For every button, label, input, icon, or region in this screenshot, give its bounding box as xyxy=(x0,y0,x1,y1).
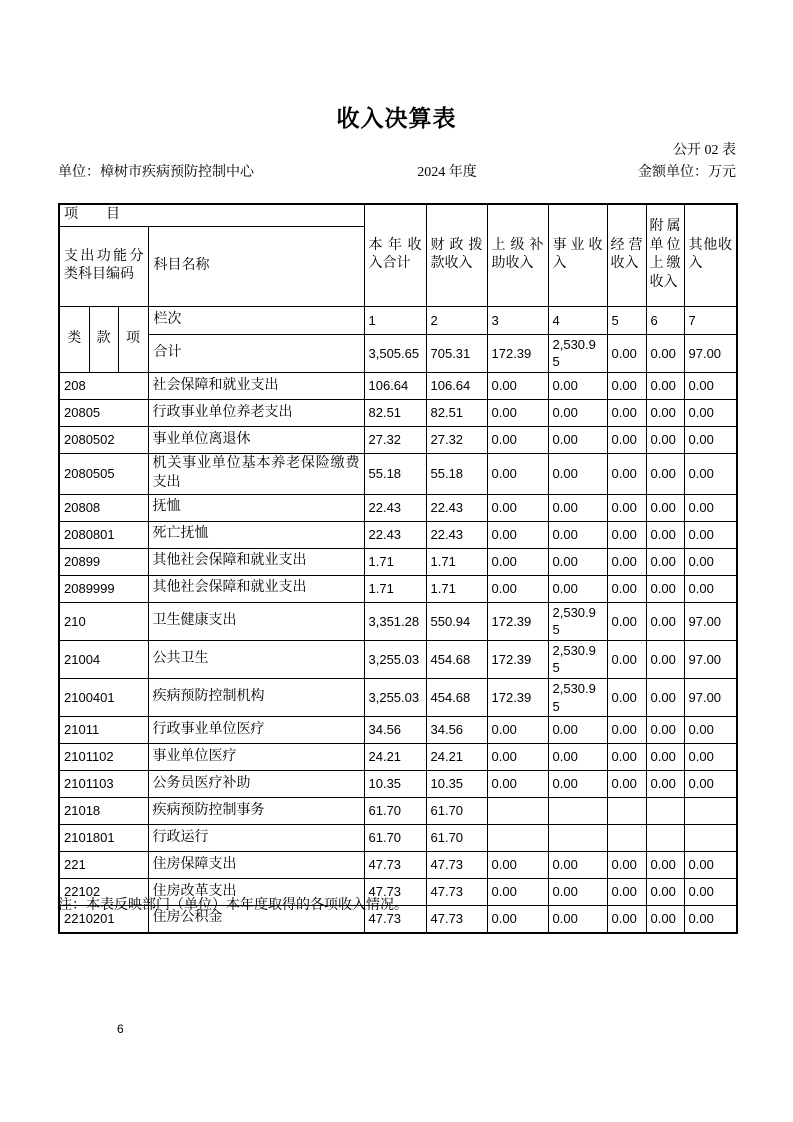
name-cell: 行政事业单位养老支出 xyxy=(148,399,364,426)
total-value-cell: 0.00 xyxy=(646,334,684,372)
value-cell: 0.00 xyxy=(487,372,548,399)
header-row-lanci xyxy=(59,306,737,334)
value-cell xyxy=(646,798,684,825)
table-row xyxy=(59,640,737,678)
value-cell xyxy=(607,825,646,852)
table-row xyxy=(59,678,737,716)
value-cell: 0.00 xyxy=(548,744,607,771)
name-cell: 住房改革支出 xyxy=(148,879,364,906)
value-cell: 0.00 xyxy=(487,575,548,602)
value-cell: 0.00 xyxy=(548,521,607,548)
column-number-cell: 5 xyxy=(607,306,646,334)
column-number-cell: 3 xyxy=(487,306,548,334)
code-cell: 20805 xyxy=(59,399,148,426)
value-cell: 0.00 xyxy=(607,602,646,640)
item-sub-header-cell: 项 xyxy=(118,306,148,372)
table-row xyxy=(59,453,737,494)
value-cell: 0.00 xyxy=(646,372,684,399)
value-cell: 0.00 xyxy=(607,494,646,521)
value-cell: 0.00 xyxy=(646,521,684,548)
column-number-cell: 2 xyxy=(426,306,487,334)
table-row xyxy=(59,771,737,798)
value-cell: 0.00 xyxy=(487,771,548,798)
value-cell: 0.00 xyxy=(646,399,684,426)
value-cell: 22.43 xyxy=(364,521,426,548)
value-cell: 47.73 xyxy=(364,852,426,879)
code-cell: 208 xyxy=(59,372,148,399)
header-row-item xyxy=(59,204,737,226)
value-cell: 0.00 xyxy=(684,906,737,933)
value-cell: 47.73 xyxy=(426,906,487,933)
code-cell: 21004 xyxy=(59,640,148,678)
value-cell: 3,255.03 xyxy=(364,678,426,716)
value-cell: 27.32 xyxy=(426,426,487,453)
value-cell: 27.32 xyxy=(364,426,426,453)
value-cell: 55.18 xyxy=(364,453,426,494)
value-cell: 0.00 xyxy=(607,717,646,744)
value-cell: 0.00 xyxy=(646,426,684,453)
code-cell: 2101801 xyxy=(59,825,148,852)
value-cell: 454.68 xyxy=(426,640,487,678)
value-cell xyxy=(548,798,607,825)
total-value-cell: 3,505.65 xyxy=(364,334,426,372)
value-cell: 47.73 xyxy=(426,879,487,906)
code-cell: 2101102 xyxy=(59,744,148,771)
table-row xyxy=(59,575,737,602)
value-cell: 0.00 xyxy=(487,879,548,906)
value-cell: 97.00 xyxy=(684,678,737,716)
value-cell: 61.70 xyxy=(364,825,426,852)
col-header-total-income: 本年收入合计 xyxy=(364,204,426,306)
value-cell: 0.00 xyxy=(487,453,548,494)
value-cell xyxy=(548,825,607,852)
code-cell: 221 xyxy=(59,852,148,879)
name-cell: 社会保障和就业支出 xyxy=(148,372,364,399)
value-cell: 22.43 xyxy=(364,494,426,521)
column-number-cell: 4 xyxy=(548,306,607,334)
value-cell xyxy=(487,825,548,852)
value-cell: 0.00 xyxy=(646,575,684,602)
col-header-business-income: 事业收入 xyxy=(548,204,607,306)
item-header-cell: 项 目 xyxy=(59,204,364,226)
total-row xyxy=(59,334,737,372)
table-row xyxy=(59,852,737,879)
code-cell: 2101103 xyxy=(59,771,148,798)
value-cell: 61.70 xyxy=(426,798,487,825)
table-row xyxy=(59,548,737,575)
table-code-label: 公开 02 表 xyxy=(673,143,736,158)
value-cell: 10.35 xyxy=(426,771,487,798)
value-cell: 0.00 xyxy=(548,879,607,906)
total-value-cell: 172.39 xyxy=(487,334,548,372)
value-cell: 0.00 xyxy=(607,453,646,494)
value-cell: 0.00 xyxy=(487,744,548,771)
value-cell: 97.00 xyxy=(684,602,737,640)
value-cell: 0.00 xyxy=(607,906,646,933)
value-cell: 550.94 xyxy=(426,602,487,640)
value-cell: 0.00 xyxy=(684,426,737,453)
code-cell: 210 xyxy=(59,602,148,640)
table-row xyxy=(59,521,737,548)
value-cell: 454.68 xyxy=(426,678,487,716)
code-header-cell: 支出功能分类科目编码 xyxy=(59,226,148,306)
value-cell: 0.00 xyxy=(487,548,548,575)
value-cell: 0.00 xyxy=(548,372,607,399)
value-cell: 0.00 xyxy=(548,906,607,933)
code-cell: 22102 xyxy=(59,879,148,906)
name-cell: 机关事业单位基本养老保险缴费支出 xyxy=(148,453,364,494)
value-cell: 1.71 xyxy=(426,575,487,602)
code-cell: 20899 xyxy=(59,548,148,575)
value-cell: 0.00 xyxy=(646,906,684,933)
name-cell: 住房保障支出 xyxy=(148,852,364,879)
name-cell: 其他社会保障和就业支出 xyxy=(148,548,364,575)
value-cell: 0.00 xyxy=(607,744,646,771)
value-cell: 0.00 xyxy=(548,494,607,521)
code-cell: 2080801 xyxy=(59,521,148,548)
income-table xyxy=(58,203,738,934)
value-cell: 82.51 xyxy=(364,399,426,426)
column-number-cell: 7 xyxy=(684,306,737,334)
total-value-cell: 97.00 xyxy=(684,334,737,372)
value-cell: 55.18 xyxy=(426,453,487,494)
name-cell: 其他社会保障和就业支出 xyxy=(148,575,364,602)
table-row xyxy=(59,798,737,825)
value-cell: 1.71 xyxy=(364,575,426,602)
code-cell: 21018 xyxy=(59,798,148,825)
col-header-superior-subsidy: 上级补助收入 xyxy=(487,204,548,306)
value-cell: 0.00 xyxy=(646,852,684,879)
amount-unit-label: 金额单位：万元 xyxy=(638,165,736,180)
value-cell: 34.56 xyxy=(426,717,487,744)
value-cell: 0.00 xyxy=(487,399,548,426)
class-header-cell: 类 xyxy=(59,306,89,372)
page-number: 6 xyxy=(117,1022,124,1036)
value-cell: 0.00 xyxy=(607,678,646,716)
value-cell: 0.00 xyxy=(548,399,607,426)
value-cell: 0.00 xyxy=(684,548,737,575)
value-cell: 0.00 xyxy=(684,879,737,906)
name-cell: 行政事业单位医疗 xyxy=(148,717,364,744)
value-cell: 0.00 xyxy=(487,717,548,744)
value-cell: 0.00 xyxy=(684,575,737,602)
code-cell: 2089999 xyxy=(59,575,148,602)
value-cell: 0.00 xyxy=(607,521,646,548)
table-row xyxy=(59,494,737,521)
page-title: 收入决算表 xyxy=(336,106,457,131)
unit-label: 单位：樟树市疾病预防控制中心 xyxy=(58,165,254,180)
section-header-cell: 款 xyxy=(89,306,118,372)
total-value-cell: 705.31 xyxy=(426,334,487,372)
name-cell: 公务员医疗补助 xyxy=(148,771,364,798)
value-cell xyxy=(607,798,646,825)
value-cell: 0.00 xyxy=(607,771,646,798)
code-cell: 2100401 xyxy=(59,678,148,716)
column-number-cell: 6 xyxy=(646,306,684,334)
value-cell: 106.64 xyxy=(364,372,426,399)
value-cell: 0.00 xyxy=(684,744,737,771)
value-cell: 0.00 xyxy=(607,575,646,602)
value-cell: 0.00 xyxy=(646,453,684,494)
col-header-other-income: 其他收入 xyxy=(684,204,737,306)
value-cell: 22.43 xyxy=(426,494,487,521)
footnote: 注：本表反映部门（单位）本年度取得的各项收入情况。 xyxy=(58,898,408,913)
value-cell: 0.00 xyxy=(607,852,646,879)
value-cell: 24.21 xyxy=(426,744,487,771)
value-cell: 172.39 xyxy=(487,640,548,678)
code-cell: 20808 xyxy=(59,494,148,521)
value-cell: 0.00 xyxy=(684,771,737,798)
value-cell: 0.00 xyxy=(646,640,684,678)
name-cell: 行政运行 xyxy=(148,825,364,852)
value-cell: 97.00 xyxy=(684,640,737,678)
value-cell: 2,530.95 xyxy=(548,640,607,678)
col-header-subordinate-income: 附属单位上缴收入 xyxy=(646,204,684,306)
name-cell: 疾病预防控制机构 xyxy=(148,678,364,716)
table-body xyxy=(59,372,737,932)
value-cell: 0.00 xyxy=(487,906,548,933)
value-cell: 106.64 xyxy=(426,372,487,399)
table-row xyxy=(59,717,737,744)
name-cell: 事业单位医疗 xyxy=(148,744,364,771)
value-cell: 2,530.95 xyxy=(548,678,607,716)
value-cell: 10.35 xyxy=(364,771,426,798)
value-cell: 0.00 xyxy=(646,494,684,521)
value-cell: 0.00 xyxy=(548,771,607,798)
value-cell: 0.00 xyxy=(646,548,684,575)
value-cell: 172.39 xyxy=(487,678,548,716)
subject-name-header-cell: 科目名称 xyxy=(148,226,364,306)
table-row xyxy=(59,602,737,640)
value-cell: 61.70 xyxy=(426,825,487,852)
value-cell: 0.00 xyxy=(646,744,684,771)
value-cell xyxy=(646,825,684,852)
value-cell: 34.56 xyxy=(364,717,426,744)
value-cell: 82.51 xyxy=(426,399,487,426)
name-cell: 卫生健康支出 xyxy=(148,602,364,640)
name-cell: 公共卫生 xyxy=(148,640,364,678)
value-cell: 0.00 xyxy=(607,426,646,453)
value-cell: 0.00 xyxy=(548,852,607,879)
value-cell: 0.00 xyxy=(607,879,646,906)
value-cell: 172.39 xyxy=(487,602,548,640)
value-cell: 0.00 xyxy=(487,494,548,521)
value-cell: 0.00 xyxy=(684,852,737,879)
name-cell: 死亡抚恤 xyxy=(148,521,364,548)
table-row xyxy=(59,399,737,426)
value-cell: 0.00 xyxy=(548,548,607,575)
table-row xyxy=(59,372,737,399)
value-cell: 0.00 xyxy=(646,771,684,798)
value-cell: 47.73 xyxy=(426,852,487,879)
value-cell: 0.00 xyxy=(548,575,607,602)
code-cell: 2080505 xyxy=(59,453,148,494)
name-cell: 住房公积金 xyxy=(148,906,364,933)
value-cell: 0.00 xyxy=(684,717,737,744)
value-cell: 0.00 xyxy=(487,852,548,879)
value-cell: 0.00 xyxy=(487,521,548,548)
value-cell xyxy=(487,798,548,825)
code-cell: 2210201 xyxy=(59,906,148,933)
value-cell xyxy=(684,825,737,852)
value-cell: 0.00 xyxy=(646,879,684,906)
value-cell: 0.00 xyxy=(607,640,646,678)
total-value-cell: 2,530.95 xyxy=(548,334,607,372)
value-cell: 0.00 xyxy=(548,717,607,744)
code-cell: 2080502 xyxy=(59,426,148,453)
table-row xyxy=(59,426,737,453)
column-index-label-cell: 栏次 xyxy=(148,306,364,334)
value-cell: 3,255.03 xyxy=(364,640,426,678)
value-cell: 0.00 xyxy=(607,548,646,575)
value-cell xyxy=(684,798,737,825)
value-cell: 0.00 xyxy=(684,453,737,494)
value-cell: 0.00 xyxy=(607,372,646,399)
value-cell: 0.00 xyxy=(646,678,684,716)
value-cell: 0.00 xyxy=(684,372,737,399)
value-cell: 24.21 xyxy=(364,744,426,771)
table-row xyxy=(59,744,737,771)
name-cell: 抚恤 xyxy=(148,494,364,521)
code-cell: 21011 xyxy=(59,717,148,744)
year-label: 2024 年度 xyxy=(417,165,477,180)
total-value-cell: 0.00 xyxy=(607,334,646,372)
col-header-operating-income: 经营收入 xyxy=(607,204,646,306)
value-cell: 1.71 xyxy=(364,548,426,575)
value-cell: 47.73 xyxy=(364,879,426,906)
name-cell: 疾病预防控制事务 xyxy=(148,798,364,825)
value-cell: 47.73 xyxy=(364,906,426,933)
value-cell: 0.00 xyxy=(548,453,607,494)
value-cell: 2,530.95 xyxy=(548,602,607,640)
value-cell: 1.71 xyxy=(426,548,487,575)
value-cell: 0.00 xyxy=(684,494,737,521)
value-cell: 0.00 xyxy=(607,399,646,426)
value-cell: 61.70 xyxy=(364,798,426,825)
total-label-cell: 合计 xyxy=(148,334,364,372)
value-cell: 0.00 xyxy=(646,602,684,640)
value-cell: 0.00 xyxy=(646,717,684,744)
value-cell: 0.00 xyxy=(487,426,548,453)
value-cell: 3,351.28 xyxy=(364,602,426,640)
value-cell: 0.00 xyxy=(684,399,737,426)
name-cell: 事业单位离退休 xyxy=(148,426,364,453)
value-cell: 0.00 xyxy=(684,521,737,548)
col-header-fiscal-grant: 财政拨款收入 xyxy=(426,204,487,306)
value-cell: 22.43 xyxy=(426,521,487,548)
meta-row xyxy=(58,161,736,181)
value-cell: 0.00 xyxy=(548,426,607,453)
table-row xyxy=(59,825,737,852)
column-number-cell: 1 xyxy=(364,306,426,334)
